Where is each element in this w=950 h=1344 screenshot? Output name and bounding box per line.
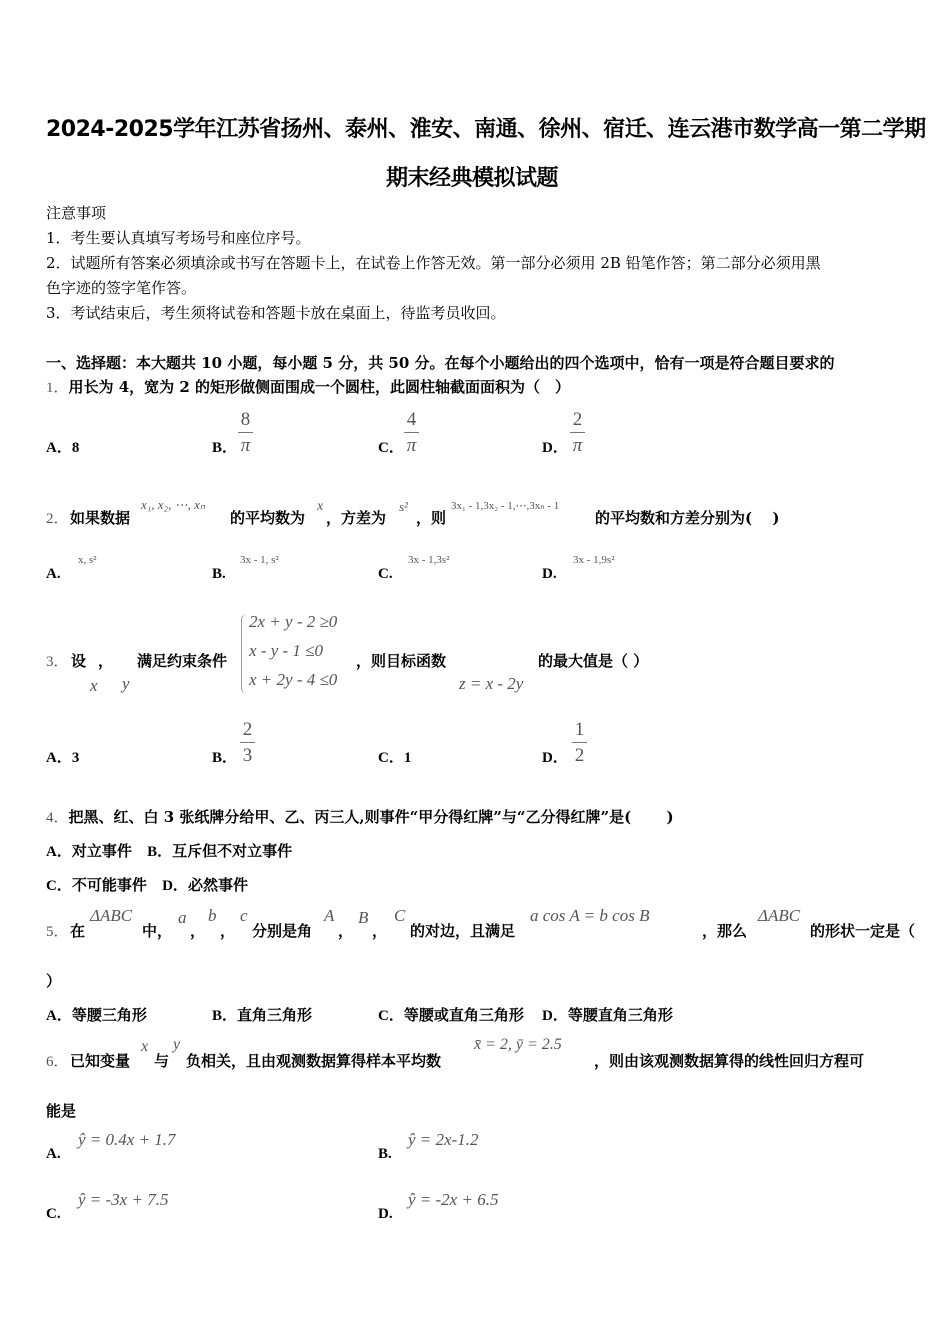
q5-option-a-label[interactable]: A． [46, 1008, 72, 1024]
option-label: A． [46, 750, 72, 766]
numerator: 2 [572, 409, 583, 430]
option-value: 1 [403, 750, 412, 766]
denominator: 2 [574, 745, 585, 766]
question-3-number: 3． [46, 654, 69, 670]
math-means: x̄ = 2, ȳ = 2.5 [474, 1036, 562, 1053]
q3-option-c[interactable] [378, 746, 411, 767]
question-text: ，那么 [702, 922, 748, 940]
math-expression: s² [399, 499, 408, 514]
math-expression: 3x₁ - 1,3x₂ - 1,⋯,3xₙ - 1 [451, 500, 560, 512]
section-heading: 一、选择题：本大题共 10 小题，每小题 5 分，共 50 分。在每个小题给出的四个选项中，恰有一项是符合题目要求的 [46, 354, 835, 372]
q4-option-c-value[interactable]: 不可能事件 [71, 876, 147, 894]
q5-option-b-label[interactable]: B． [212, 1008, 238, 1024]
denominator: π [240, 435, 251, 456]
q6-option-c-value: ŷ = -3x + 7.5 [78, 1190, 169, 1209]
q2-option-b-value: 3x - 1, s² [240, 554, 279, 566]
q4-option-d-label[interactable]: D． [162, 878, 188, 894]
constraint-2: x - y - 1 ≤0 [249, 641, 323, 660]
q5-option-b-value[interactable]: 直角三角形 [237, 1006, 313, 1024]
q3-option-d-label[interactable]: D． [542, 750, 568, 766]
question-text: 在 [70, 922, 86, 940]
question-text: ，则 [416, 509, 447, 527]
math-x: x [141, 1038, 149, 1055]
q6-option-d-label[interactable]: D. [378, 1206, 393, 1222]
question-6 [46, 1036, 926, 1068]
notice-item-2: 2．试题所有答案必须填涂或书写在答题卡上，在试卷上作答无效。第一部分必须用 2B 铅笔作答；第二部分必须用黑 [46, 254, 821, 272]
option-label: A． [46, 440, 72, 456]
math-expression: x₁, x₂, ⋯, xₙ [141, 497, 206, 512]
q3-option-d-fraction [572, 720, 587, 765]
question-number: 2． [46, 511, 69, 527]
math-B: B [358, 908, 369, 927]
question-number: 5． [46, 924, 69, 940]
q2-option-c-label[interactable]: C. [378, 566, 393, 582]
q6-option-a-value: ŷ = 0.4x + 1.7 [78, 1130, 176, 1149]
question-text: 中， [142, 922, 173, 940]
math-triangle: ΔABC [90, 906, 133, 925]
q2-option-d-value: 3x - 1,9s² [573, 554, 615, 566]
math-c: c [240, 906, 248, 925]
q2-option-a-label[interactable]: A. [46, 566, 61, 582]
denominator: π [406, 435, 417, 456]
q4-options-line2 [46, 874, 248, 895]
objective-function: z = x - 2y [459, 674, 524, 693]
comma: ， [98, 652, 114, 670]
q5-option-c-label[interactable]: C． [378, 1008, 404, 1024]
separator: ， [338, 922, 354, 940]
numerator: 8 [240, 409, 251, 430]
math-a: a [178, 908, 187, 927]
question-text: 的对边，且满足 [410, 922, 516, 940]
numerator: 2 [242, 719, 253, 740]
question-text: 分别是角 [252, 922, 313, 940]
q1-option-b-label[interactable]: B． [212, 440, 238, 456]
math-triangle: ΔABC [758, 906, 801, 925]
q1-option-c-label[interactable]: C． [378, 440, 404, 456]
document-title-line2: 期末经典模拟试题 [386, 166, 559, 191]
q5-option-d-label[interactable]: D． [542, 1008, 568, 1024]
question-number: 6． [46, 1054, 69, 1070]
numerator: 4 [406, 409, 417, 430]
math-C: C [394, 906, 406, 925]
option-value: 3 [71, 750, 80, 766]
q3-option-b-label[interactable]: B． [212, 750, 238, 766]
q6-option-b-label[interactable]: B. [378, 1146, 392, 1162]
question-text: 与 [154, 1052, 170, 1070]
option-label: C． [378, 750, 404, 766]
separator: ， [372, 922, 388, 940]
denominator: π [572, 435, 583, 456]
q3-option-a[interactable] [46, 746, 79, 767]
question-text: 的形状一定是（ [810, 922, 916, 940]
constraint-3: x + 2y - 4 ≤0 [249, 670, 338, 689]
var-x: x [90, 676, 98, 695]
question-text: 如果数据 [70, 509, 131, 527]
question-number: 4． [46, 810, 69, 826]
q6-option-a-label[interactable]: A. [46, 1146, 61, 1162]
notice-item-1: 1．考生要认真填写考场号和座位序号。 [46, 229, 311, 247]
q5-option-d-value[interactable]: 等腰直角三角形 [567, 1006, 673, 1024]
question-text: 的平均数和方差分别为( ) [595, 509, 780, 527]
q1-option-a[interactable] [46, 436, 79, 457]
q1-option-d-fraction [570, 410, 585, 455]
q6-option-b-value: ŷ = 2x-1.2 [408, 1130, 479, 1149]
brace-icon [241, 614, 248, 694]
q1-option-c-fraction [404, 410, 419, 455]
math-condition: a cos A = b cos B [530, 906, 650, 925]
question-3-text-b: 满足约束条件 [137, 652, 228, 670]
question-text: ，则由该观测数据算得的线性回归方程可 [594, 1052, 865, 1070]
q3-option-b-fraction [240, 720, 255, 765]
document-title-line1: 2024-2025学年江苏省扬州、泰州、淮安、南通、徐州、宿迁、连云港市数学高一第二学期 [46, 117, 926, 142]
question-3-text-a: 设 [71, 652, 87, 670]
constraint-1: 2x + y - 2 ≥0 [249, 612, 338, 631]
q2-option-d-label[interactable]: D. [542, 566, 557, 582]
q4-option-c-label[interactable]: C． [46, 878, 72, 894]
question-5-close-paren: ） [46, 972, 62, 990]
q4-option-d-value[interactable]: 必然事件 [187, 876, 248, 894]
math-A: A [324, 906, 335, 925]
question-text: 已知变量 [70, 1052, 131, 1070]
question-6-cont: 能是 [46, 1102, 77, 1120]
question-text: ，方差为 [326, 509, 387, 527]
q4-option-a-value[interactable]: 对立事件 [71, 842, 132, 860]
math-b: b [208, 906, 217, 925]
q1-option-d-label[interactable]: D． [542, 440, 568, 456]
q4-option-b-label[interactable]: B． [147, 844, 173, 860]
q2-option-a-value: x, s² [78, 554, 97, 566]
question-number: 1． [46, 380, 69, 396]
math-expression: x [317, 499, 324, 514]
separator: ， [220, 922, 236, 940]
var-y: y [122, 674, 130, 693]
question-4 [46, 806, 674, 827]
q6-option-d-value: ŷ = -2x + 6.5 [408, 1190, 499, 1209]
q4-options-line1 [46, 840, 292, 861]
separator: ， [190, 922, 206, 940]
q6-option-c-label[interactable]: C. [46, 1206, 61, 1222]
q5-option-c-value[interactable]: 等腰或直角三角形 [403, 1006, 524, 1024]
question-3-text-c: ，则目标函数 [356, 652, 447, 670]
question-text: 用长为 4，宽为 2 的矩形做侧面围成一个圆柱，此圆柱轴截面面积为（ ） [68, 378, 571, 396]
q4-option-b-value[interactable]: 互斥但不对立事件 [172, 842, 293, 860]
option-value: 8 [71, 440, 80, 456]
q2-option-b-label[interactable]: B. [212, 566, 226, 582]
q4-option-a-label[interactable]: A． [46, 844, 72, 860]
notice-item-3: 3．考试结束后，考生须将试卷和答题卡放在桌面上，待监考员收回。 [46, 304, 506, 322]
question-text: 把黑、红、白 3 张纸牌分给甲、乙、丙三人,则事件“甲分得红牌”与“乙分得红牌”是( ) [68, 808, 674, 826]
question-3-text-d: 的最大值是（ ） [538, 652, 649, 670]
math-y: y [173, 1036, 181, 1053]
numerator: 1 [574, 719, 585, 740]
question-1 [46, 376, 570, 397]
question-text: 负相关，且由观测数据算得样本平均数 [186, 1052, 442, 1070]
question-5 [46, 906, 926, 938]
q1-option-b-fraction [238, 410, 253, 455]
notice-item-2-cont: 色字迹的签字笔作答。 [46, 279, 197, 297]
notice-heading: 注意事项 [46, 204, 107, 222]
question-text: 的平均数为 [230, 509, 306, 527]
denominator: 3 [242, 745, 253, 766]
q5-option-a-value[interactable]: 等腰三角形 [71, 1006, 147, 1024]
q2-option-c-value: 3x - 1,3s² [408, 554, 450, 566]
